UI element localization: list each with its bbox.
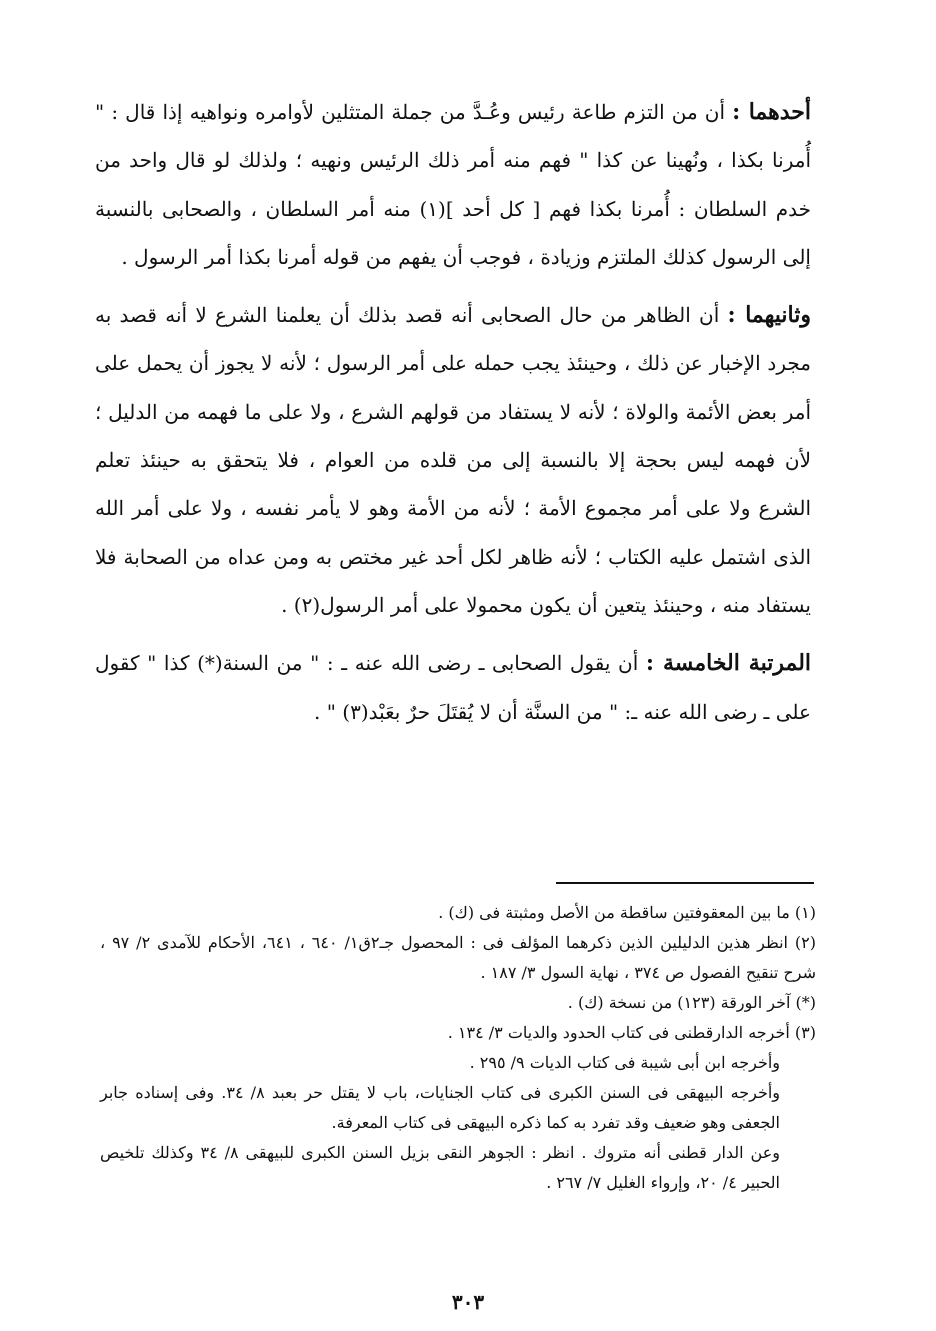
paragraph-fifth-rank — [95, 639, 811, 736]
footnote: (*) آخر الورقة (١٢٣) من نسخة (ك) . — [567, 993, 816, 1012]
paragraph-body: أن يقول الصحابى ـ رضى الله عنه ـ : " من السنة(*) كذا " كقول على ـ رضى الله عنه ـ: " من السنَّة أن لا يُقتَلَ حرٌ بعَبْد(٣) " . — [95, 651, 811, 724]
paragraph-lead: أحدهما : — [732, 99, 811, 125]
paragraph-lead: وثانيهما : — [727, 302, 811, 329]
footnote: (٣) أخرجه الدارقطنى فى كتاب الحدود والديات ٣/ ١٣٤ . — [447, 1023, 816, 1042]
paragraph-body: أن الظاهر من حال الصحابى أنه قصد بذلك أن يعلمنا الشرع لا أنه قصد به مجرد الإخبار عن ذلك ، وحينئذ يجب حمله على أمر الرسول ؛ لأنه لا يجوز أن يحمل على أمر بعض الأئمة والولاة ؛ لأنه لا يستفاد من قولهم الشرع ، ولا على ما فهمه من الدليل ؛ لأن فهمه ليس بحجة إلا بالنسبة إلى من قلده من العوام ، فلا يتحقق به حينئذ تعلم الشرع ولا على أمر مجموع الأمة ؛ لأنه من الأمة وهو لا يأمر نفسه ، ولا على أمر الله الذى اشتمل عليه الكتاب ؛ لأنه ظاهر لكل أحد غير مختص به ومن عداه من الصحابة فلا يستفاد منه ، وحينئذ يتعين أن يكون محمولا على أمر الرسول(٢) . — [95, 303, 811, 617]
paragraph-second-argument — [95, 291, 811, 629]
footnote-subitem: وعن الدار قطنى أنه متروك . انظر : الجوهر النقى بزيل السنن الكبرى للبيهقى ٨/ ٣٤ وكذلك تلخيص الحبير ٤/ ٢٠، وإرواء الغليل ٧/ ٢٦٧ . — [100, 1143, 780, 1192]
footnote: (١) ما بين المعقوفتين ساقطة من الأصل ومثبتة فى (ك) . — [438, 903, 816, 922]
page-number: ٣٠٣ — [451, 1290, 485, 1314]
footnote-separator — [556, 882, 814, 884]
paragraph-lead: المرتبة الخامسة : — [645, 650, 812, 677]
footnote-subitem: وأخرجه البيهقى فى السنن الكبرى فى كتاب الجنايات، باب لا يقتل حر بعبد ٨/ ٣٤. وفى إسناده جابر الجعفى وهو ضعيف وقد تفرد به كما ذكره البيهقى فى كتاب المعرفة. — [100, 1083, 781, 1132]
paragraph-first-argument — [95, 88, 811, 281]
footnote: (٢) انظر هذين الدليلين الذين ذكرهما المؤلف فى : المحصول جـ٢ق١/ ٦٤٠ ، ٦٤١، الأحكام للآمدى ٢/ ٩٧ ، شرح تنقيح الفصول ص ٣٧٤ ، نهاية السول ٣/ ١٨٧ . — [100, 933, 816, 982]
paragraph-body: أن من التزم طاعة رئيس وعُـدَّ من جملة المتثلين لأوامره ونواهيه إذا قال : " أُمرنا بكذا ، ونُهينا عن كذا " فهم منه أمر ذلك الرئيس ونهيه ؛ ولذلك لو قال واحد من خدم السلطان : أُمرنا بكذا فهم [ كل أحد ](١) منه أمر السلطان ، والصحابى بالنسبة إلى الرسول كذلك الملتزم وزيادة ، فوجب أن يفهم من قوله أمرنا بكذا أمر الرسول . — [95, 100, 812, 269]
footnotes — [100, 898, 816, 1198]
footnote-subitem: وأخرجه ابن أبى شيبة فى كتاب الديات ٩/ ٢٩٥ . — [469, 1053, 780, 1072]
